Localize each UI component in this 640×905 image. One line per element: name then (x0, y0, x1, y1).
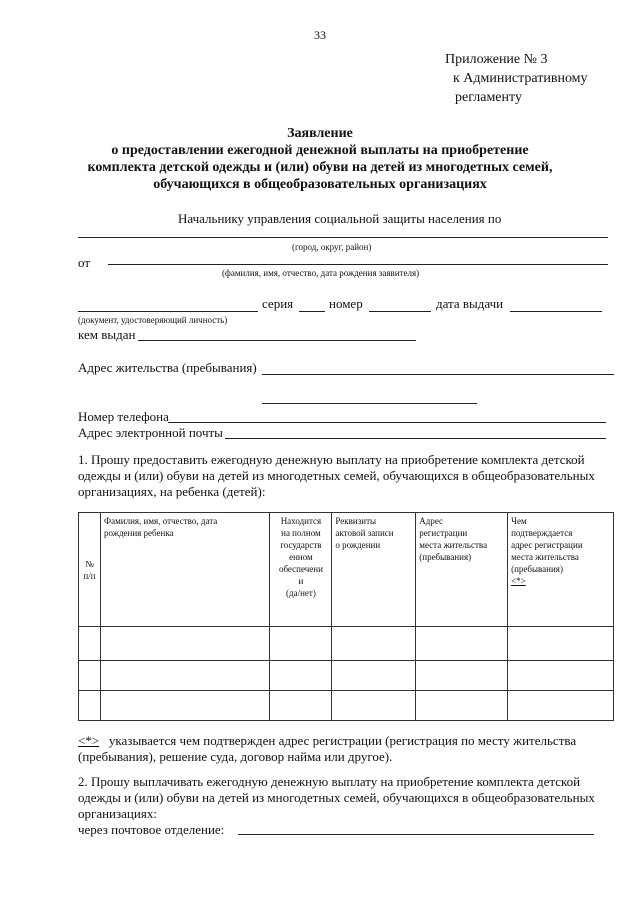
residence-field-continued[interactable] (262, 403, 477, 404)
col-proof-header: Чем подтверждается адрес регистрации места жительства (пребывания) <*> (508, 513, 614, 627)
table-row (79, 691, 614, 721)
request-2-line: 2. Прошу выплачивать ежегодную денежную выплату на приобретение комплекта детской (78, 774, 581, 789)
issued-by-field[interactable] (138, 340, 416, 341)
document-title (40, 125, 600, 193)
appendix-note (445, 50, 588, 107)
request-1 (78, 452, 618, 500)
table-row (79, 661, 614, 691)
number-label: номер (329, 296, 363, 311)
addressee-city-hint: (город, округ, район) (292, 242, 372, 252)
request-1-line: организациях, на ребенка (детей): (78, 484, 266, 499)
footnote-mark: <*> (511, 576, 526, 586)
post-office-label: через почтовое отделение: (78, 822, 225, 837)
footnote (78, 733, 618, 765)
post-office-field[interactable] (238, 834, 594, 835)
residence-label: Адрес жительства (пребывания) (78, 360, 257, 375)
series-label: серия (262, 296, 294, 311)
footnote-mark: <*> (78, 733, 100, 748)
title-line: Заявление (287, 126, 353, 141)
issued-by-label: кем выдан (78, 327, 136, 342)
email-label: Адрес электронной почты (78, 425, 223, 440)
phone-field[interactable] (168, 422, 606, 423)
residence-field[interactable] (262, 374, 614, 375)
phone-label: Номер телефона (78, 409, 169, 424)
col-address-header: Адрес регистрации места жительства (пребывания) (416, 513, 508, 627)
title-line: о предоставлении ежегодной денежной выплаты на приобретение (111, 143, 529, 158)
footnote-line: указывается чем подтвержден адрес регистрации (регистрация по месту жительства (108, 733, 577, 748)
table-row (79, 627, 614, 661)
col-state-support-header: Находится на полном государств енном обеспечени и (да/нет) (270, 513, 332, 627)
request-1-line: одежды и (или) обуви на детей из многодетных семей, обучающихся в общеобразовательных (78, 468, 595, 483)
from-label: от (78, 255, 91, 270)
email-field[interactable] (225, 438, 606, 439)
col-name-header: Фамилия, имя, отчество, дата рождения ребенка (100, 513, 269, 627)
appendix-line: регламенту (455, 90, 522, 105)
request-2 (78, 774, 618, 838)
title-line: комплекта детской одежды и (или) обуви на детей из многодетных семей, (87, 160, 553, 175)
request-1-line: 1. Прошу предоставить ежегодную денежную выплату на приобретение комплекта детской (78, 452, 585, 467)
number-field[interactable] (369, 311, 431, 312)
request-2-line: одежды и (или) обуви на детей из многодетных семей, обучающихся в общеобразовательных (78, 790, 595, 805)
page-number: 33 (314, 28, 326, 42)
applicant-name-hint: (фамилия, имя, отчество, дата рождения заявителя) (222, 268, 420, 278)
col-birth-record-header: Реквизиты актовой записи о рождении (332, 513, 416, 627)
applicant-name-field[interactable] (108, 264, 608, 265)
issue-date-label: дата выдачи (436, 296, 504, 311)
addressee-city-field[interactable] (78, 237, 608, 238)
document-type-field[interactable] (78, 311, 258, 312)
request-2-line: организациях: (78, 806, 157, 821)
series-field[interactable] (299, 311, 325, 312)
issue-date-field[interactable] (510, 311, 602, 312)
title-line: обучающихся в общеобразовательных организациях (153, 177, 487, 192)
appendix-line: к Административному (453, 71, 588, 86)
addressee-text: Начальнику управления социальной защиты населения по (178, 211, 502, 226)
col-number-header: № п/п (79, 513, 101, 627)
appendix-line: Приложение № 3 (445, 52, 548, 67)
table-header-row (79, 513, 614, 627)
footnote-line: (пребывания), решение суда, договор найма или другое). (78, 749, 393, 764)
document-hint: (документ, удостоверяющий личность) (78, 315, 228, 325)
children-table (78, 512, 614, 721)
